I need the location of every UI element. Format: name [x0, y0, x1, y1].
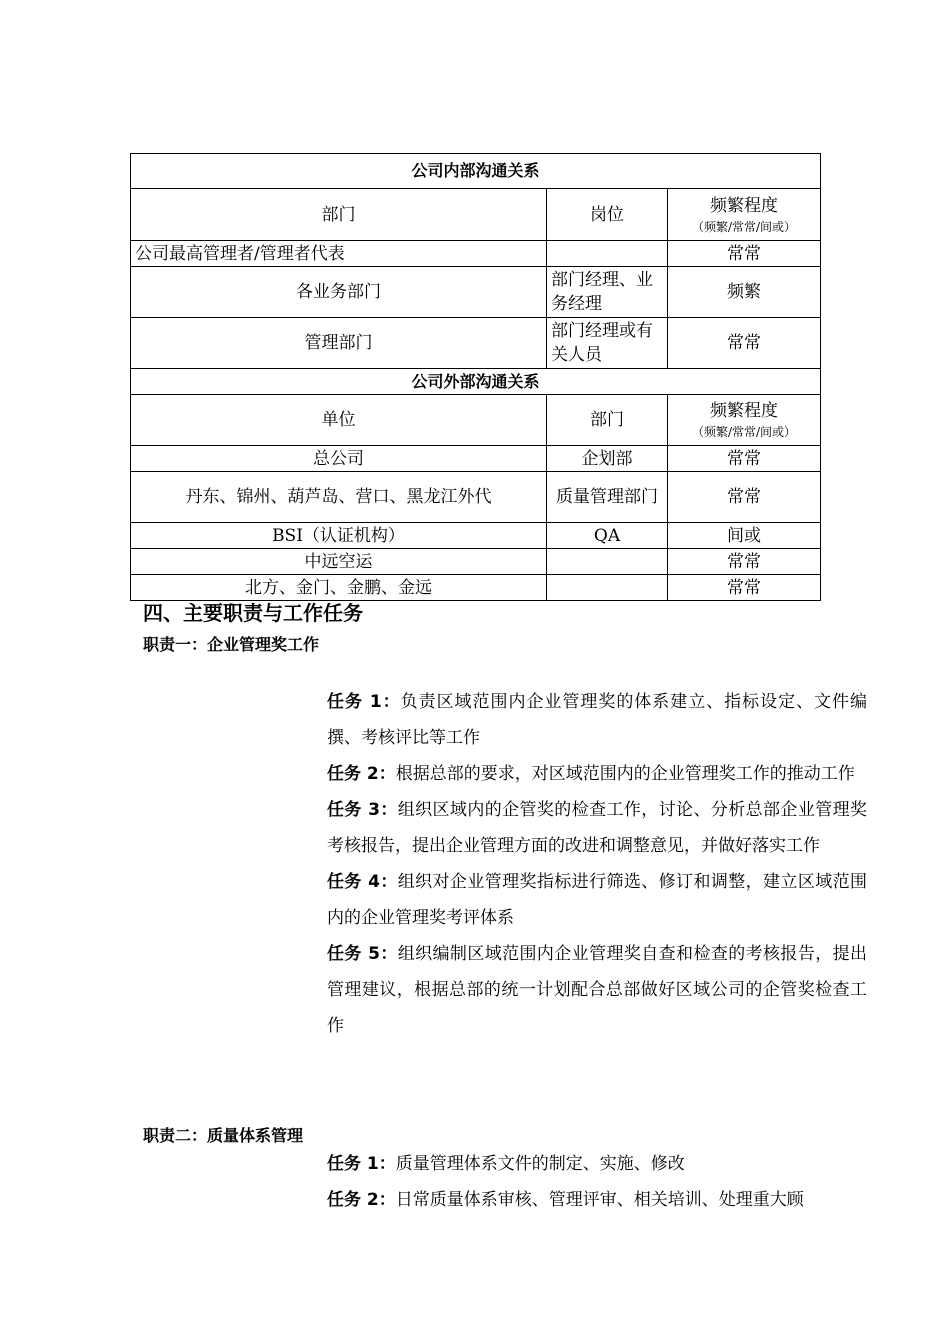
cell-position: 部门经理或有关人员: [547, 318, 668, 369]
task-label: 任务 3：: [327, 800, 398, 820]
cell-frequency: 常常: [668, 446, 821, 472]
task-label: 任务 1：: [327, 1154, 396, 1174]
task-text: 质量管理体系文件的制定、实施、修改: [395, 1154, 685, 1174]
freq-label: 频繁程度: [710, 401, 778, 421]
freq-note: （频繁/常常/间或）: [691, 219, 797, 234]
duty-2-task-list: [327, 1146, 867, 1218]
task-item: [327, 756, 867, 792]
cell-unit: 北方、金门、金鹏、金远: [131, 575, 547, 601]
cell-frequency: 间或: [668, 523, 821, 549]
task-text: 组织编制区域范围内企业管理奖自查和检查的考核报告，提出管理建议，根据总部的统一计划配合总部做好区域公司的企管奖检查工作: [327, 944, 868, 1036]
freq-label: 频繁程度: [710, 195, 778, 216]
communication-table: [130, 153, 821, 601]
task-item: [327, 792, 867, 864]
cell-dept: 公司最高管理者/管理者代表: [131, 241, 547, 267]
cell-frequency: 频繁: [668, 267, 821, 318]
cell-dept: QA: [547, 523, 668, 549]
table-row: [131, 446, 821, 472]
duty-2-title: 职责二：质量体系管理: [143, 1126, 304, 1145]
task-text: 日常质量体系审核、管理评审、相关培训、处理重大顾: [395, 1190, 804, 1210]
cell-position: [547, 241, 668, 267]
task-label: 任务 2：: [327, 1190, 396, 1210]
cell-frequency: 常常: [668, 575, 821, 601]
cell-unit: BSI（认证机构）: [131, 523, 547, 549]
table-row: [131, 267, 821, 318]
duty-1-title: 职责一：企业管理奖工作: [143, 635, 320, 654]
task-item: [327, 684, 867, 756]
cell-unit: 总公司: [131, 446, 547, 472]
task-item: [327, 1182, 867, 1218]
table-row: [131, 472, 821, 523]
header-dept: 部门: [131, 189, 547, 241]
cell-frequency: 常常: [668, 318, 821, 369]
task-label: 任务 1：: [327, 692, 401, 712]
task-item: [327, 1146, 867, 1182]
section-heading: 四、主要职责与工作任务: [143, 601, 363, 625]
table-row: [131, 549, 821, 575]
task-label: 任务 5：: [327, 944, 398, 964]
freq-note: （频繁/常常/间或）: [691, 425, 797, 439]
duty-1-task-list: [327, 684, 867, 1044]
header-frequency: [668, 395, 821, 446]
task-label: 任务 2：: [327, 764, 396, 784]
cell-dept: [547, 549, 668, 575]
task-item: [327, 864, 867, 936]
table-row: [131, 318, 821, 369]
task-text: 根据总部的要求，对区域范围内的企业管理奖工作的推动工作: [395, 764, 855, 784]
task-item: [327, 936, 867, 1044]
external-section-title: 公司外部沟通关系: [131, 369, 821, 395]
cell-dept: [547, 575, 668, 601]
cell-unit: 中远空运: [131, 549, 547, 575]
task-label: 任务 4：: [327, 872, 398, 892]
cell-dept: 各业务部门: [131, 267, 547, 318]
header-unit: 单位: [131, 395, 547, 446]
cell-frequency: 常常: [668, 549, 821, 575]
cell-frequency: 常常: [668, 472, 821, 523]
header-position: 岗位: [547, 189, 668, 241]
table-row: [131, 241, 821, 267]
cell-dept: 质量管理部门: [547, 472, 668, 523]
cell-dept: 管理部门: [131, 318, 547, 369]
cell-position: 部门经理、业务经理: [547, 267, 668, 318]
task-text: 组织区域内的企管奖的检查工作，讨论、分析总部企业管理奖考核报告，提出企业管理方面的改进和调整意见，并做好落实工作: [327, 800, 868, 856]
cell-dept: 企划部: [547, 446, 668, 472]
cell-unit: 丹东、锦州、葫芦岛、营口、黑龙江外代: [131, 472, 547, 523]
task-text: 组织对企业管理奖指标进行筛选、修订和调整，建立区域范围内的企业管理奖考评体系: [327, 872, 868, 928]
task-text: 负责区域范围内企业管理奖的体系建立、指标设定、文件编撰、考核评比等工作: [327, 692, 867, 748]
table-row: [131, 523, 821, 549]
header-dept: 部门: [547, 395, 668, 446]
header-frequency: [668, 189, 821, 241]
cell-frequency: 常常: [668, 241, 821, 267]
internal-section-title: 公司内部沟通关系: [131, 154, 821, 189]
